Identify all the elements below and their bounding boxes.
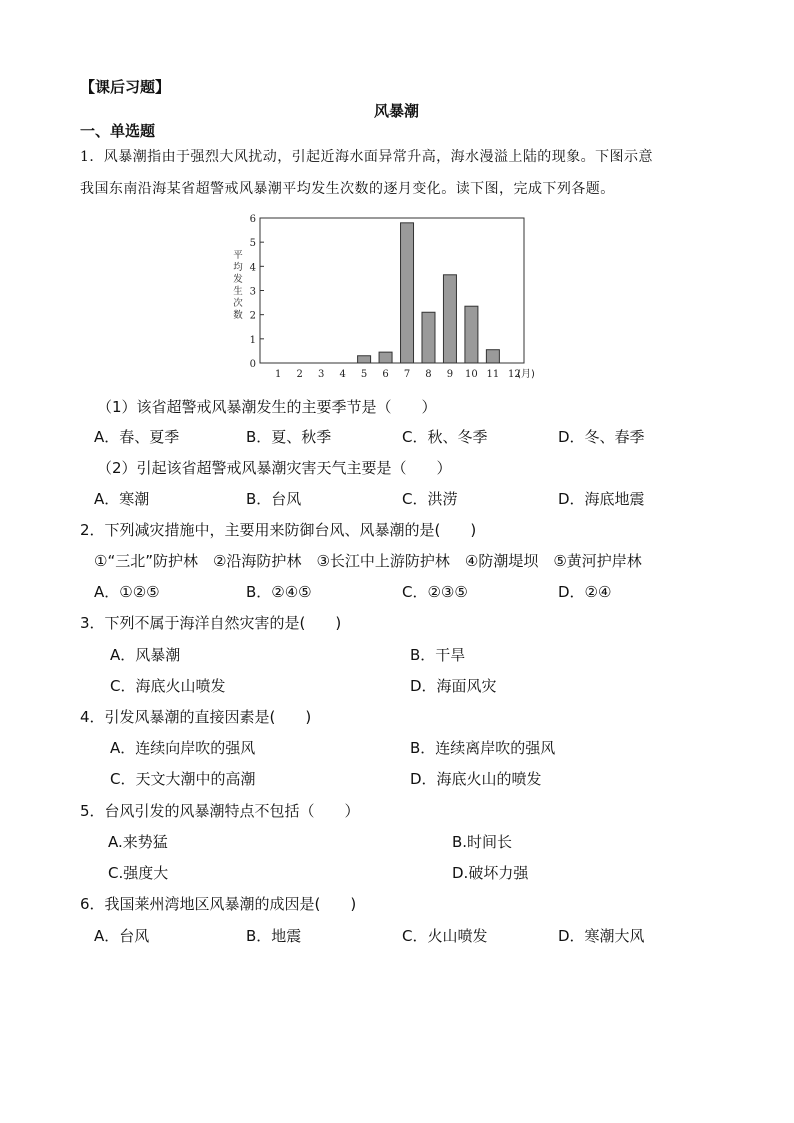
q3-option-a[interactable]: A．风暴潮: [110, 646, 181, 664]
bar-month-11: [486, 350, 499, 363]
q3-option-b[interactable]: B．干旱: [410, 646, 466, 664]
x-tick-label: 7: [403, 369, 411, 380]
section-heading: 一、单选题: [80, 122, 156, 140]
q5-option-b[interactable]: B.时间长: [452, 833, 513, 851]
q4-option-b[interactable]: B．连续离岸吹的强风: [410, 739, 556, 757]
y-tick-label: 5: [249, 238, 256, 250]
bar-month-9: [443, 275, 456, 363]
q6-option-a[interactable]: A．台风: [94, 927, 150, 945]
q2-option-a[interactable]: A．①②⑤: [94, 583, 160, 601]
q1-sub2-option-b[interactable]: B．台风: [246, 490, 302, 508]
q1-stem-line2: 我国东南沿海某省超警戒风暴潮平均发生次数的逐月变化。读下图，完成下列各题。: [80, 181, 615, 197]
q1-sub2-option-a[interactable]: A．寒潮: [94, 490, 150, 508]
q4-text: 4．引发风暴潮的直接因素是( ): [80, 708, 312, 726]
q2-option-c[interactable]: C．②③⑤: [402, 583, 468, 601]
q1-sub2-option-c[interactable]: C．洪涝: [402, 490, 458, 508]
x-tick-label: 1: [275, 369, 282, 380]
bar-month-5: [358, 356, 371, 363]
q5-option-c[interactable]: C.强度大: [108, 864, 169, 882]
x-tick-label: 8: [425, 369, 432, 380]
x-tick-label: 6: [382, 369, 389, 380]
bar-month-10: [465, 306, 478, 363]
y-tick-label: 3: [249, 286, 256, 298]
q2-items: ①“三北”防护林 ②沿海防护林 ③长江中上游防护林 ④防潮堤坝 ⑤黄河护岸林: [94, 552, 642, 570]
q6-option-d[interactable]: D．寒潮大风: [558, 927, 645, 945]
q2-text: 2．下列减灾措施中，主要用来防御台风、风暴潮的是( ): [80, 521, 477, 539]
q1-sub1-option-b[interactable]: B．夏、秋季: [246, 428, 332, 446]
q1-sub2-text: （2）引起该省超警戒风暴潮灾害天气主要是（ ）: [97, 459, 452, 477]
q3-text: 3．下列不属于海洋自然灾害的是( ): [80, 614, 342, 632]
q2-option-d[interactable]: D．②④: [558, 583, 612, 601]
q4-option-a[interactable]: A．连续向岸吹的强风: [110, 739, 256, 757]
q1-sub1-option-a[interactable]: A．春、夏季: [94, 428, 180, 446]
x-tick-label: 11: [486, 369, 500, 380]
q5-text: 5．台风引发的风暴潮特点不包括（ ）: [80, 802, 360, 820]
q1-sub1-text: （1）该省超警戒风暴潮发生的主要季节是（ ）: [97, 398, 437, 416]
q5-option-a[interactable]: A.来势猛: [108, 833, 168, 851]
x-tick-label: 9: [446, 369, 454, 380]
bar-month-7: [401, 223, 414, 363]
x-axis-unit: (月): [517, 369, 535, 380]
q6-option-b[interactable]: B．地震: [246, 927, 302, 945]
q6-option-c[interactable]: C．火山喷发: [402, 927, 488, 945]
storm-surge-monthly-chart: [228, 210, 533, 382]
y-tick-label: 1: [249, 334, 256, 346]
y-tick-label: 6: [249, 214, 256, 225]
q1-sub1-option-d[interactable]: D．冬、春季: [558, 428, 645, 446]
x-tick-label: 12: [507, 369, 521, 380]
bar-month-8: [422, 312, 435, 363]
y-tick-label: 4: [249, 262, 256, 274]
x-tick-label: 5: [360, 369, 368, 380]
q6-text: 6．我国莱州湾地区风暴潮的成因是( ): [80, 895, 357, 913]
y-axis-label: 平均发生次数: [233, 250, 243, 321]
section-tag: 【课后习题】: [80, 78, 171, 96]
bar-month-6: [379, 352, 392, 363]
y-tick-label: 0: [249, 359, 256, 370]
x-tick-label: 4: [339, 369, 346, 380]
x-tick-label: 10: [465, 369, 478, 380]
q1-sub2-option-d[interactable]: D．海底地震: [558, 490, 645, 508]
plot-frame: [260, 218, 524, 363]
y-tick-label: 2: [249, 310, 256, 322]
x-tick-label: 3: [317, 369, 325, 380]
q4-option-c[interactable]: C．天文大潮中的高潮: [110, 770, 256, 788]
x-tick-label: 2: [296, 369, 303, 380]
q5-option-d[interactable]: D.破坏力强: [452, 864, 529, 882]
doc-title: 风暴潮: [374, 102, 420, 120]
q3-option-c[interactable]: C．海底火山喷发: [110, 677, 226, 695]
q3-option-d[interactable]: D．海面风灾: [410, 677, 497, 695]
q2-option-b[interactable]: B．②④⑤: [246, 583, 312, 601]
q1-stem-line1: 1．风暴潮指由于强烈大风扰动，引起近海水面异常升高，海水漫溢上陆的现象。下图示意: [80, 149, 653, 165]
q1-sub1-option-c[interactable]: C．秋、冬季: [402, 428, 488, 446]
q4-option-d[interactable]: D．海底火山的喷发: [410, 770, 542, 788]
